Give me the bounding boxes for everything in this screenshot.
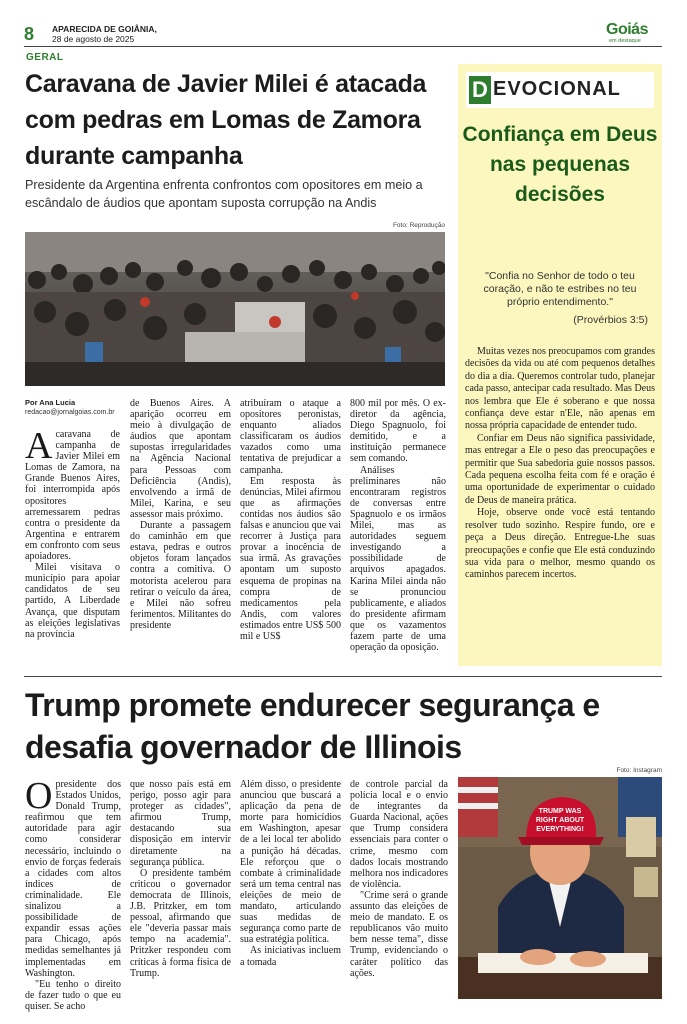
body-paragraph: O presidente também criticou o governador democrata de Illinois, J.B. Pritzker, em tom pessoal, afirmando que ele "deveria passar mais tempo na academia". Pritzker respondeu com críticas à forma física de Trump.	[130, 867, 231, 979]
devotional-label-box	[466, 72, 654, 108]
page-number: 8	[24, 24, 35, 44]
body-paragraph: "Crime será o grande assunto das eleições de meio de mandato. E os republicanos vão muito bem nesse tema", disse Trump, evidenciando o caráter político das ações.	[350, 889, 448, 979]
devotional-reference: (Provérbios 3:5)	[573, 314, 648, 326]
header-divider	[24, 46, 662, 47]
svg-text:TRUMP WAS: TRUMP WAS	[538, 808, 582, 815]
article-headline: Caravana de Javier Milei é atacada com pedras em Lomas de Zamora durante campanha	[25, 70, 427, 170]
drop-cap: O	[25, 775, 53, 817]
article-column-4	[350, 779, 448, 979]
body-paragraph: de Buenos Aires. A aparição ocorreu em meio à divulgação de áudios que apontam supostas irregularidades na Agência Nacional para Pessoas com Deficiência (Andis), envolvendo a irmã de Milei, Karina, e seu assessor mais próximo.	[130, 398, 231, 520]
devotional-body	[465, 346, 655, 582]
devotional-title: Confiança em Deus nas pequenas decisões	[462, 123, 658, 206]
section-label: GERAL	[26, 52, 64, 63]
section-divider	[24, 676, 662, 677]
article-deck: Presidente da Argentina enfrenta confrontos com opositores em meio a escândalo de áudios que apontam suposta corrupção na Andis	[25, 178, 423, 210]
article-headline: Trump promete endurecer segurança e desafia governador de Illinois	[25, 687, 600, 765]
newspaper-logo	[606, 22, 664, 48]
devotional-label: EVOCIONAL	[493, 78, 621, 100]
body-paragraph: Milei visitava o município para apoiar candidatos de seu partido, A Liberdade Avança, que disputam as eleições legislativas na província	[25, 562, 120, 640]
body-paragraph: caravana de campanha de Javier Milei em Lomas de Zamora, na Grande Buenos Aires, foi interrompida após opositores arremessarem pedras contra o presidente da Argentina e entrarem em confronto com seus apoiadores.	[25, 429, 120, 563]
crowd-photo	[25, 232, 445, 386]
svg-text:RIGHT ABOUT: RIGHT ABOUT	[535, 817, 585, 824]
logo-sub-text: em destaque	[609, 38, 641, 44]
drop-cap: A	[25, 425, 53, 467]
devotional-box	[458, 64, 662, 666]
logo-main-text: Goiás	[606, 21, 648, 38]
devotional-quote: "Confia no Senhor de todo o teu coração, e não te estribes no teu próprio entendimento."	[483, 270, 637, 308]
body-paragraph: Análises preliminares não encontraram registros de conversas entre Spagnuolo e os irmãos Milei, mas as autoridades seguem investigando a possibilidade de arquivos apagados. Karina Milei ainda não se pronunciou publicamente, e aliados do presidente afirmam que os vazamentos fazem parte de uma operação da oposição.	[350, 464, 446, 654]
body-paragraph: que nosso país está em perigo, posso agir para proteger as cidades", afirmou Trump, destacando sua disposição em intervir diretamente na segurança pública.	[130, 779, 231, 868]
body-paragraph: Confiar em Deus não significa passividade, mas entregar a Ele o peso das preocupações e permitir que Sua sabedoria guie nossos passos. Cada pequena escolha feita com fé e oração é uma oportunidade de experimentar o cuidado de Deus de maneira prática.	[465, 432, 655, 506]
article-column-1	[25, 775, 121, 1012]
body-paragraph: Além disso, o presidente anunciou que buscará a aplicação da pena de morte para homicídios em Washington, apesar de a lei local ter abolido a punição há décadas. Ele reforçou que o combate à criminalidade será um tema central nas eleições de meio de mandato, articulando suas medidas de segurança como parte de sua estratégia política.	[240, 779, 341, 946]
photo-credit: Foto: Reprodução	[392, 222, 445, 229]
body-paragraph: As iniciativas incluem a tomada	[240, 945, 341, 968]
article-byline: Por Ana Lucia	[25, 398, 76, 407]
author-email[interactable]: redacao@jornalgoias.com.br	[25, 409, 115, 416]
trump-photo	[458, 777, 662, 999]
article-column-4	[350, 398, 446, 653]
body-paragraph: 800 mil por mês. O ex-diretor da agência, Diego Spagnuolo, foi demitido, e a instituição permanece sem comando.	[350, 398, 446, 465]
body-paragraph: presidente dos Estados Unidos, Donald Trump, reafirmou que tem autoridade para agir como considerar necessário, incluindo o envio de forças federais a cidades com altos índices de criminalidade. Ele sinalizou a possibilidade de expandir essas ações para Chicago, após medidas semelhantes já implementadas em Washington.	[25, 779, 121, 979]
body-paragraph: Hoje, observe onde você está tentando resolver tudo sozinho. Respire fundo, ore e peça a Deus direção. Entregue-Lhe suas preocupações e confie que Ele está conduzindo sua vida para o melhor, mesmo quando os caminhos parecem incertos.	[465, 507, 655, 581]
photo-credit: Foto: Instagram	[616, 767, 662, 774]
header-date: 28 de agosto de 2025	[52, 34, 135, 44]
body-paragraph: Durante a passagem do caminhão em que estava, pedras e outros objetos foram lançados contra a comitiva. O motorista acelerou para retirar o veículo da área, e Milei não sofreu ferimentos. Militantes do presidente	[130, 520, 231, 631]
body-paragraph: "Eu tenho o direito de fazer tudo o que eu quiser. Se acho	[25, 978, 121, 1012]
article-column-2	[130, 779, 231, 979]
article-column-2	[130, 398, 231, 631]
header-city: APARECIDA DE GOIÂNIA,	[52, 24, 157, 34]
article-column-3	[240, 398, 341, 642]
devotional-letter: D	[469, 76, 491, 104]
article-column-3	[240, 779, 341, 968]
svg-text:EVERYTHING!: EVERYTHING!	[536, 826, 584, 833]
body-paragraph: atribuíram o ataque a opositores peronistas, enquanto aliados classificaram os áudios vazados como uma tentativa de prejudicar a campanha.	[240, 398, 341, 476]
article-column-1	[25, 425, 120, 640]
body-paragraph: Em resposta às denúncias, Milei afirmou que as afirmações contidas nos áudios são falsas e anunciou que vai recorrer à Justiça para provar a inocência de sua irmã. As gravações apontam um suposto esquema de propinas na compra de medicamentos pela Andis, com valores estimados entre US$ 500 mil e US$	[240, 475, 341, 642]
body-paragraph: de controle parcial da polícia local e o envio de integrantes da Guarda Nacional, ações que Trump considera essenciais para conter o crime, mesmo com dados locais mostrando melhora nos indicadores de violência.	[350, 779, 448, 890]
body-paragraph: Muitas vezes nos preocupamos com grandes decisões da vida ou até com pequenos detalhes do dia a dia. Queremos controlar tudo, planejar cada passo, antecipar cada resultado. Mas Deus nos lembra que Ele é soberano e que nossa confiança deve estar n'Ele, não apenas em nossa própria capacidade de entender tudo.	[465, 346, 656, 432]
